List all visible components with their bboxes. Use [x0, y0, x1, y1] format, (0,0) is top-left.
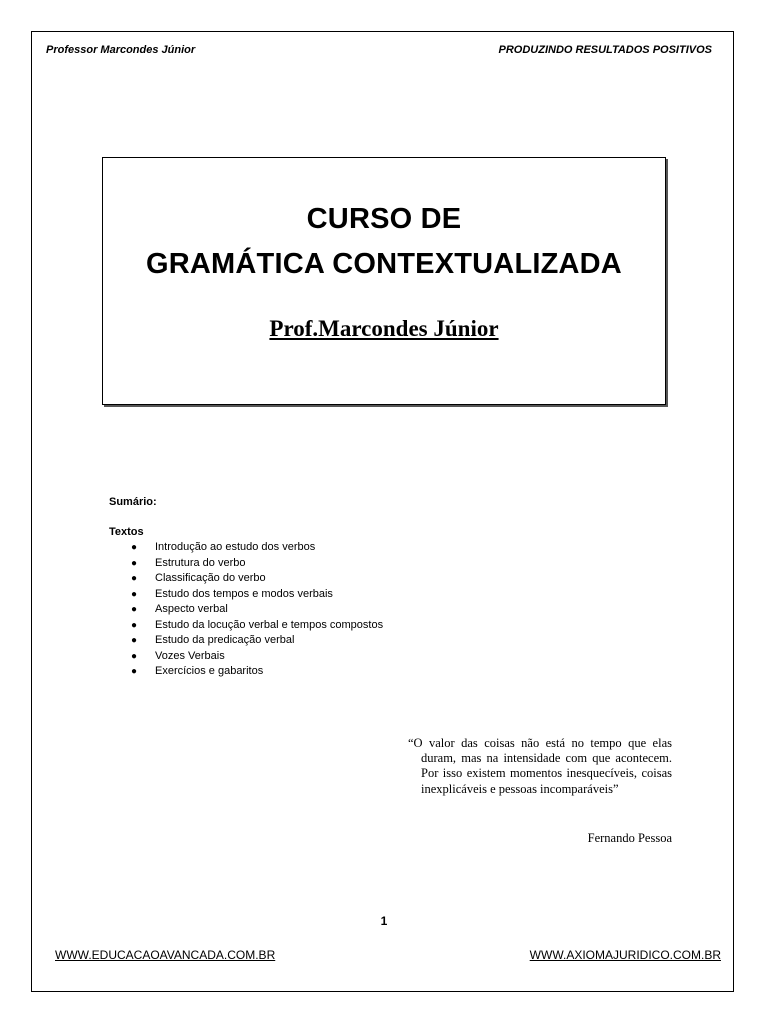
toc-heading: Sumário:: [109, 496, 157, 508]
toc-item: [131, 602, 383, 618]
page-number: 1: [380, 914, 388, 928]
bullet-icon: ●: [131, 619, 138, 631]
toc-item: [131, 618, 383, 634]
footer-link-axioma[interactable]: WWW.AXIOMAJURIDICO.COM.BR: [529, 948, 721, 962]
bullet-icon: ●: [131, 588, 138, 600]
quote-block: [408, 736, 672, 797]
toc-item-label: Exercícios e gabaritos: [155, 665, 264, 677]
toc-item: [131, 571, 383, 587]
toc-item-label: Estudo dos tempos e modos verbais: [155, 587, 333, 600]
bullet-icon: ●: [131, 635, 138, 646]
toc-item-label: Classificação do verbo: [155, 572, 266, 584]
bullet-icon: ●: [131, 557, 138, 569]
toc-item-label: Introdução ao estudo dos verbos: [155, 541, 316, 553]
quote-text: “O valor das coisas não está no tempo que elas duram, mas na intensidade com que acontecem. Por isso existem momentos inesquecíveis, coisas inexplicáveis e pessoas incomparáveis”: [408, 736, 672, 796]
bullet-icon: ●: [131, 604, 138, 615]
toc-item-label: Aspecto verbal: [155, 603, 228, 615]
bullet-icon: ●: [131, 650, 138, 662]
footer-link-educacao[interactable]: WWW.EDUCACAOAVANCADA.COM.BR: [55, 948, 276, 962]
title-box: [102, 157, 666, 405]
toc-item: [131, 540, 383, 556]
toc-section-title: Textos: [109, 526, 144, 538]
bullet-icon: ●: [131, 542, 138, 553]
quote-author: Fernando Pessoa: [587, 831, 672, 845]
toc-list: [131, 540, 383, 680]
toc-item: [131, 649, 383, 665]
title-line-1: CURSO DE: [306, 203, 462, 235]
toc-item-label: Vozes Verbais: [155, 649, 225, 662]
toc-item: [131, 556, 383, 572]
bullet-icon: ●: [131, 573, 138, 584]
header-slogan: PRODUZINDO RESULTADOS POSITIVOS: [498, 44, 712, 56]
toc-item-label: Estudo da locução verbal e tempos compostos: [155, 618, 384, 631]
toc-item: [131, 664, 383, 680]
bullet-icon: ●: [131, 666, 138, 677]
toc-item-label: Estudo da predicação verbal: [155, 634, 295, 646]
toc-item: [131, 587, 383, 603]
title-line-2: GRAMÁTICA CONTEXTUALIZADA: [146, 248, 622, 280]
toc-item: [131, 633, 383, 649]
toc-item-label: Estrutura do verbo: [155, 556, 246, 569]
header-author: Professor Marcondes Júnior: [46, 44, 196, 56]
title-author: Prof.Marcondes Júnior: [269, 316, 499, 341]
